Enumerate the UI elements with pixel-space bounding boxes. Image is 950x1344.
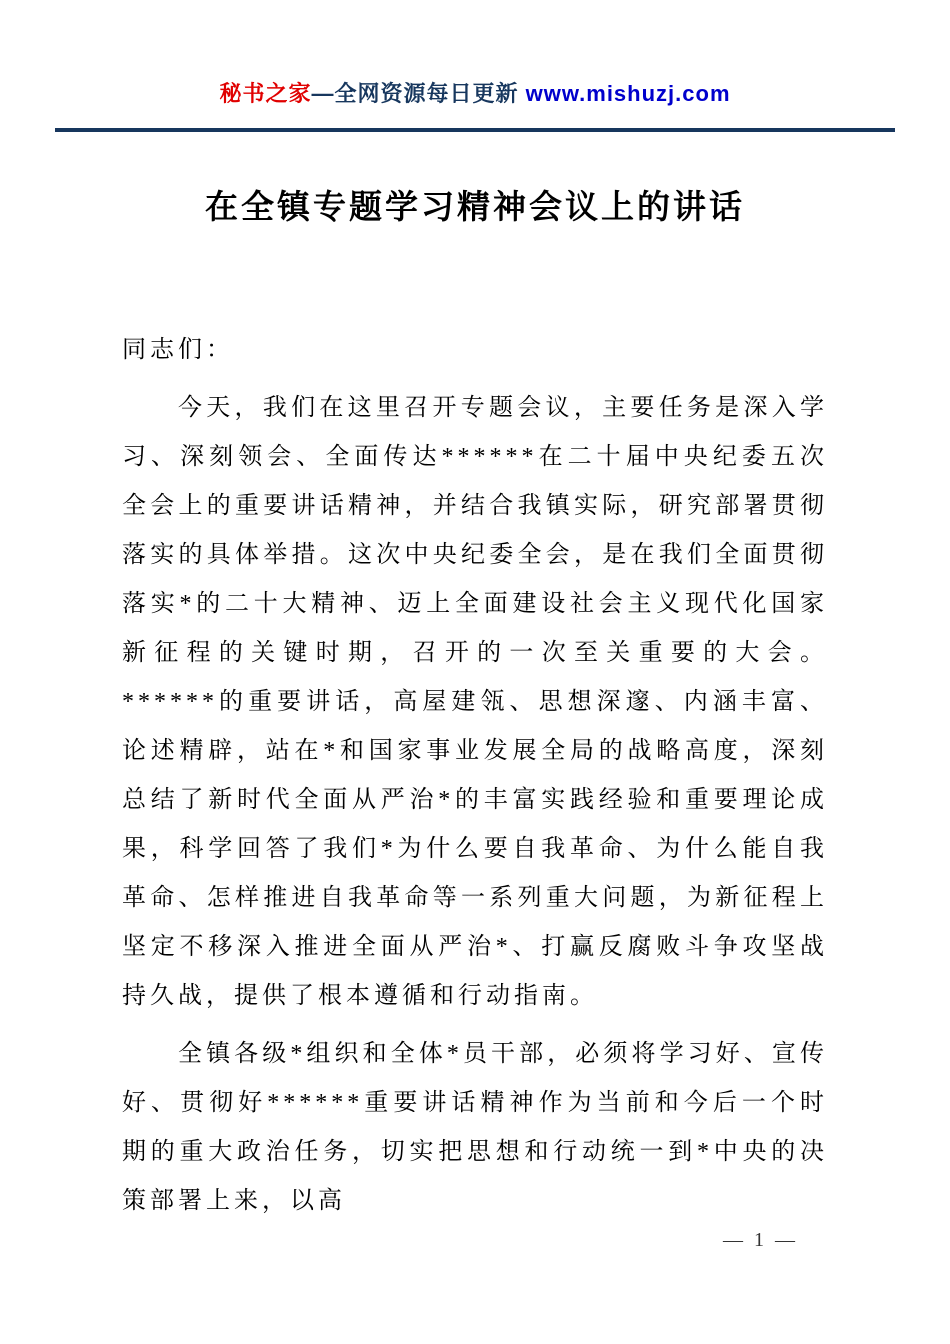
salutation: 同志们： [122,337,234,363]
paragraph-2: 全镇各级*组织和全体*员干部，必须将学习好、宣传好、贯彻好******重要讲话精神作为当前和今后一个时期的重大政治任务，切实把思想和行动统一到*中央的决策部署上来，以高 [122,1041,828,1214]
header-url-link[interactable]: www.mishuzj.com [525,81,731,106]
page-number: — 1 — [723,1229,798,1251]
paragraph-1: 今天，我们在这里召开专题会议，主要任务是深入学习、深刻领会、全面传达******在二十届中央纪委五次全会上的重要讲话精神，并结合我镇实际，研究部署贯彻落实的具体举措。这次中央纪委全会，是在我们全面贯彻落实*的二十大精神、迈上全面建设社会主义现代化国家新征程的关键时期，召开的一次至关重要的大会。******的重要讲话，高屋建瓴、思想深邃、内涵丰富、论述精辟，站在*和国家事业发展全局的战略高度，深刻总结了新时代全面从严治*的丰富实践经验和重要理论成果，科学回答了我们*为什么要自我革命、为什么能自我革命、怎样推进自我革命等一系列重大问题，为新征程上坚定不移深入推进全面从严治*、打赢反腐败斗争攻坚战持久战，提供了根本遵循和行动指南。 [122,395,828,1009]
header-divider [55,128,895,132]
document-title: 在全镇专题学习精神会议上的讲话 [205,190,745,226]
header-tagline: —全网资源每日更新 [311,81,526,106]
document-header [0,80,950,108]
document-body [122,326,828,1226]
site-name: 秘书之家 [219,81,312,106]
